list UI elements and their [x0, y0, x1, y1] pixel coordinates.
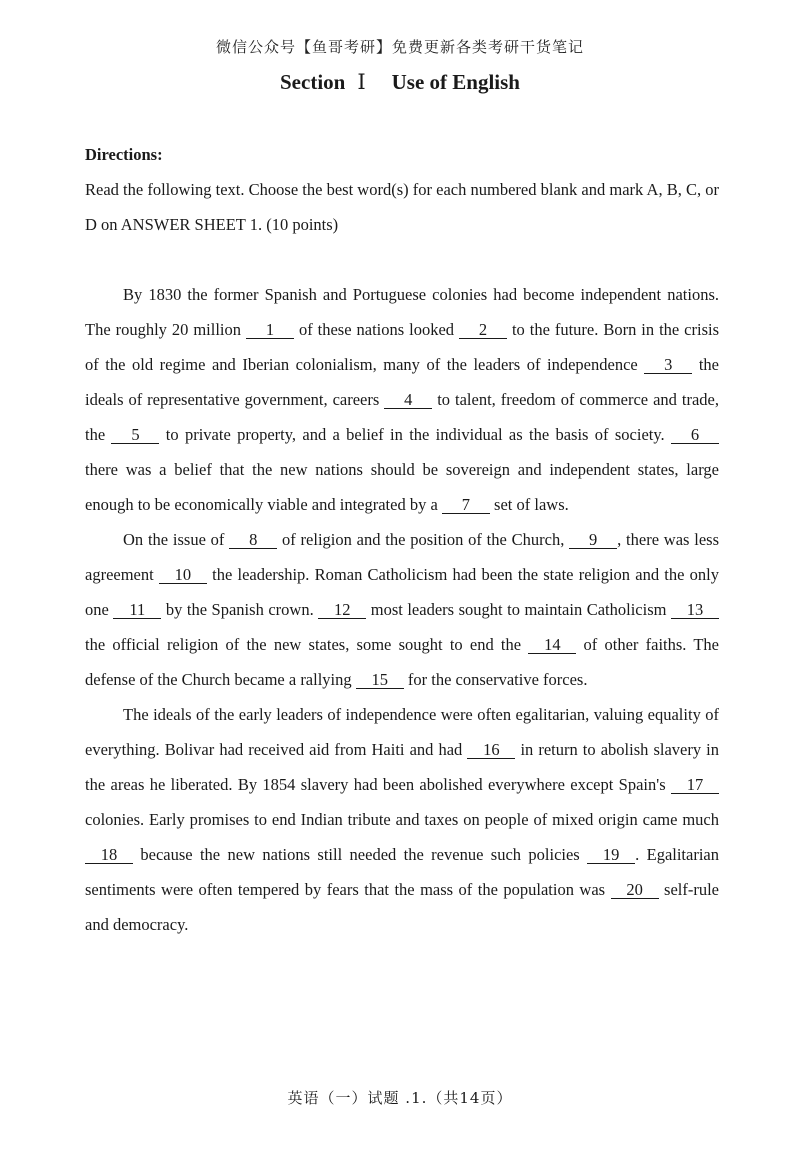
passage-text: the ideals of representative government, careers — [85, 355, 719, 409]
passage-text: colonies. Early promises to end Indian tribute and taxes on people of mixed origin came much — [85, 810, 719, 829]
section-number: Ⅰ — [357, 70, 366, 94]
blank-16: 16 — [467, 742, 515, 759]
blank-2: 2 — [459, 322, 507, 339]
passage-paragraph-3 — [85, 697, 719, 942]
blank-20: 20 — [611, 882, 659, 899]
directions-label: Directions: — [85, 145, 163, 164]
passage-text: because the new nations still needed the revenue such policies — [133, 845, 588, 864]
blank-3: 3 — [644, 357, 692, 374]
passage-text: , there was less agreement — [85, 530, 719, 584]
passage-text: there was a belief that the new nations should be sovereign and independent states, large enough to be economically viable and integrated by a — [85, 460, 719, 514]
blank-13: 13 — [671, 602, 719, 619]
blank-6: 6 — [671, 427, 719, 444]
passage — [85, 277, 719, 942]
blank-1: 1 — [246, 322, 294, 339]
passage-text: of religion and the position of the Church, — [277, 530, 570, 549]
section-heading: Use of English — [391, 70, 520, 94]
passage-text: By 1830 the former Spanish and Portuguese colonies had become independent nations. The roughly 20 million — [85, 285, 719, 339]
passage-text: the leadership. Roman Catholicism had been the state religion and the only one — [85, 565, 719, 619]
passage-text: of these nations looked — [293, 320, 459, 339]
blank-11: 11 — [113, 602, 161, 619]
passage-text: to talent, freedom of commerce and trade, the — [85, 390, 719, 444]
blank-14: 14 — [528, 637, 576, 654]
passage-text: of other faiths. The defense of the Church became a rallying — [85, 635, 719, 689]
blank-10: 10 — [159, 567, 207, 584]
blank-12: 12 — [318, 602, 366, 619]
passage-text: self-rule and democracy. — [85, 880, 719, 934]
passage-text: to the future. Born in the crisis of the old regime and Iberian colonialism, many of the leaders of independence — [85, 320, 720, 374]
section-title — [0, 70, 800, 95]
passage-text: for the conservative forces. — [403, 670, 588, 689]
blank-19: 19 — [587, 847, 635, 864]
passage-text: in return to abolish slavery in the areas he liberated. By 1854 slavery had been abolished everywhere except Spain's — [85, 740, 719, 794]
watermark-header: 微信公众号【鱼哥考研】免费更新各类考研干货笔记 — [215, 38, 584, 56]
passage-text: by the Spanish crown. — [161, 600, 319, 619]
passage-text: most leaders sought to maintain Catholicism — [366, 600, 671, 619]
passage-text: On the issue of — [123, 530, 230, 549]
exam-content — [85, 137, 719, 942]
blank-18: 18 — [85, 847, 133, 864]
blank-4: 4 — [384, 392, 432, 409]
blank-8: 8 — [229, 532, 277, 549]
blank-9: 9 — [569, 532, 617, 549]
blank-5: 5 — [111, 427, 159, 444]
blank-7: 7 — [442, 497, 490, 514]
blank-15: 15 — [356, 672, 404, 689]
directions-text: Read the following text. Choose the best word(s) for each numbered blank and mark A, B, C, or D on ANSWER SHEET 1. (10 points) — [85, 180, 719, 234]
page-footer: 英语（一）试题 .1.（共14页） — [287, 1089, 513, 1107]
passage-text: set of laws. — [489, 495, 569, 514]
passage-text: to private property, and a belief in the individual as the basis of society. — [159, 425, 671, 444]
passage-paragraph-1 — [85, 277, 719, 522]
blank-17: 17 — [671, 777, 719, 794]
section-label: Section — [280, 70, 346, 94]
passage-text: . Egalitarian sentiments were often tempered by fears that the mass of the population was — [85, 845, 719, 899]
passage-text: the official religion of the new states, some sought to end the — [85, 635, 529, 654]
passage-paragraph-2 — [85, 522, 719, 697]
passage-text: The ideals of the early leaders of independence were often egalitarian, valuing equality of everything. Bolivar had received aid from Haiti and had — [85, 705, 719, 759]
